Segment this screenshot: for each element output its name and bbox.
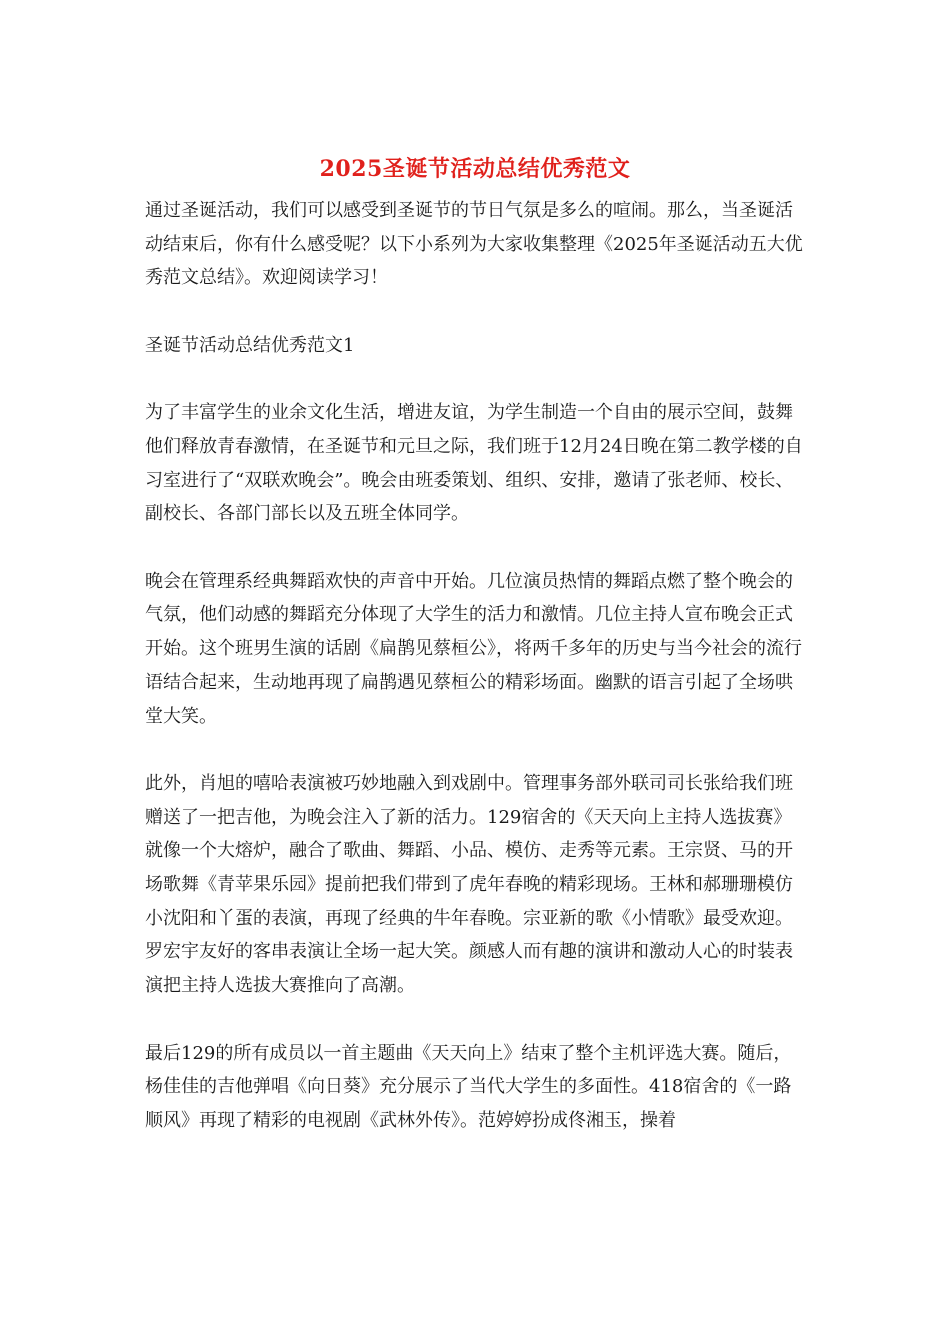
section-heading: 圣诞节活动总结优秀范文1 [145, 334, 355, 356]
body-paragraph: 最后129的所有成员以一首主题曲《天天向上》结束了整个主机评选大赛。随后，杨佳佳的吉他弹唱《向日葵》充分展示了当代大学生的多面性。418宿舍的《一路顺风》再现了精彩的电视剧《武林外传》。范婷婷扮成佟湘玉，操着 [145, 1042, 792, 1131]
intro-paragraph: 通过圣诞活动，我们可以感受到圣诞节的节日气氛是多么的喧闹。那么，当圣诞活动结束后，你有什么感受呢？以下小系列为大家收集整理《2025年圣诞活动五大优秀范文总结》。欢迎阅读学习！ [145, 200, 803, 289]
paragraph-spacer [145, 295, 805, 329]
paragraph-spacer [145, 531, 805, 565]
paragraph-spacer [145, 1003, 805, 1037]
body-paragraph: 晚会在管理系经典舞蹈欢快的声音中开始。几位演员热情的舞蹈点燃了整个晚会的气氛，他们动感的舞蹈充分体现了大学生的活力和激情。几位主持人宣布晚会正式开始。这个班男生演的话剧《扁鹊见蔡桓公》，将两千多年的历史与当今社会的流行语结合起来，生动地再现了扁鹊遇见蔡桓公的精彩场面。幽默的语言引起了全场哄堂大笑。 [145, 570, 802, 727]
paragraph-spacer [145, 363, 805, 397]
document-title: 2025圣诞节活动总结优秀范文 [319, 156, 631, 182]
body-paragraph: 此外，肖旭的嘻哈表演被巧妙地融入到戏剧中。管理事务部外联司司长张给我们班赠送了一把吉他，为晚会注入了新的活力。129宿舍的《天天向上主持人选拔赛》就像一个大熔炉，融合了歌曲、舞蹈、小品、模仿、走秀等元素。王宗贤、马的开场歌舞《青苹果乐园》提前把我们带到了虎年春晚的精彩现场。王林和郝珊珊模仿小沈阳和丫蛋的表演，再现了经典的牛年春晚。宗亚新的歌《小情歌》最受欢迎。罗宏宇友好的客串表演让全场一起大笑。颜感人而有趣的演讲和激动人心的时装表演把主持人选拔大赛推向了高潮。 [145, 772, 793, 997]
document-body [145, 194, 805, 1138]
body-paragraph: 为了丰富学生的业余文化生活，增进友谊，为学生制造一个自由的展示空间，鼓舞他们释放青春激情，在圣诞节和元旦之际，我们班于12月24日晚在第二教学楼的自习室进行了“双联欢晚会”。晚会由班委策划、组织、安排，邀请了张老师、校长、副校长、各部门部长以及五班全体同学。 [145, 402, 803, 525]
paragraph-spacer [145, 733, 805, 767]
